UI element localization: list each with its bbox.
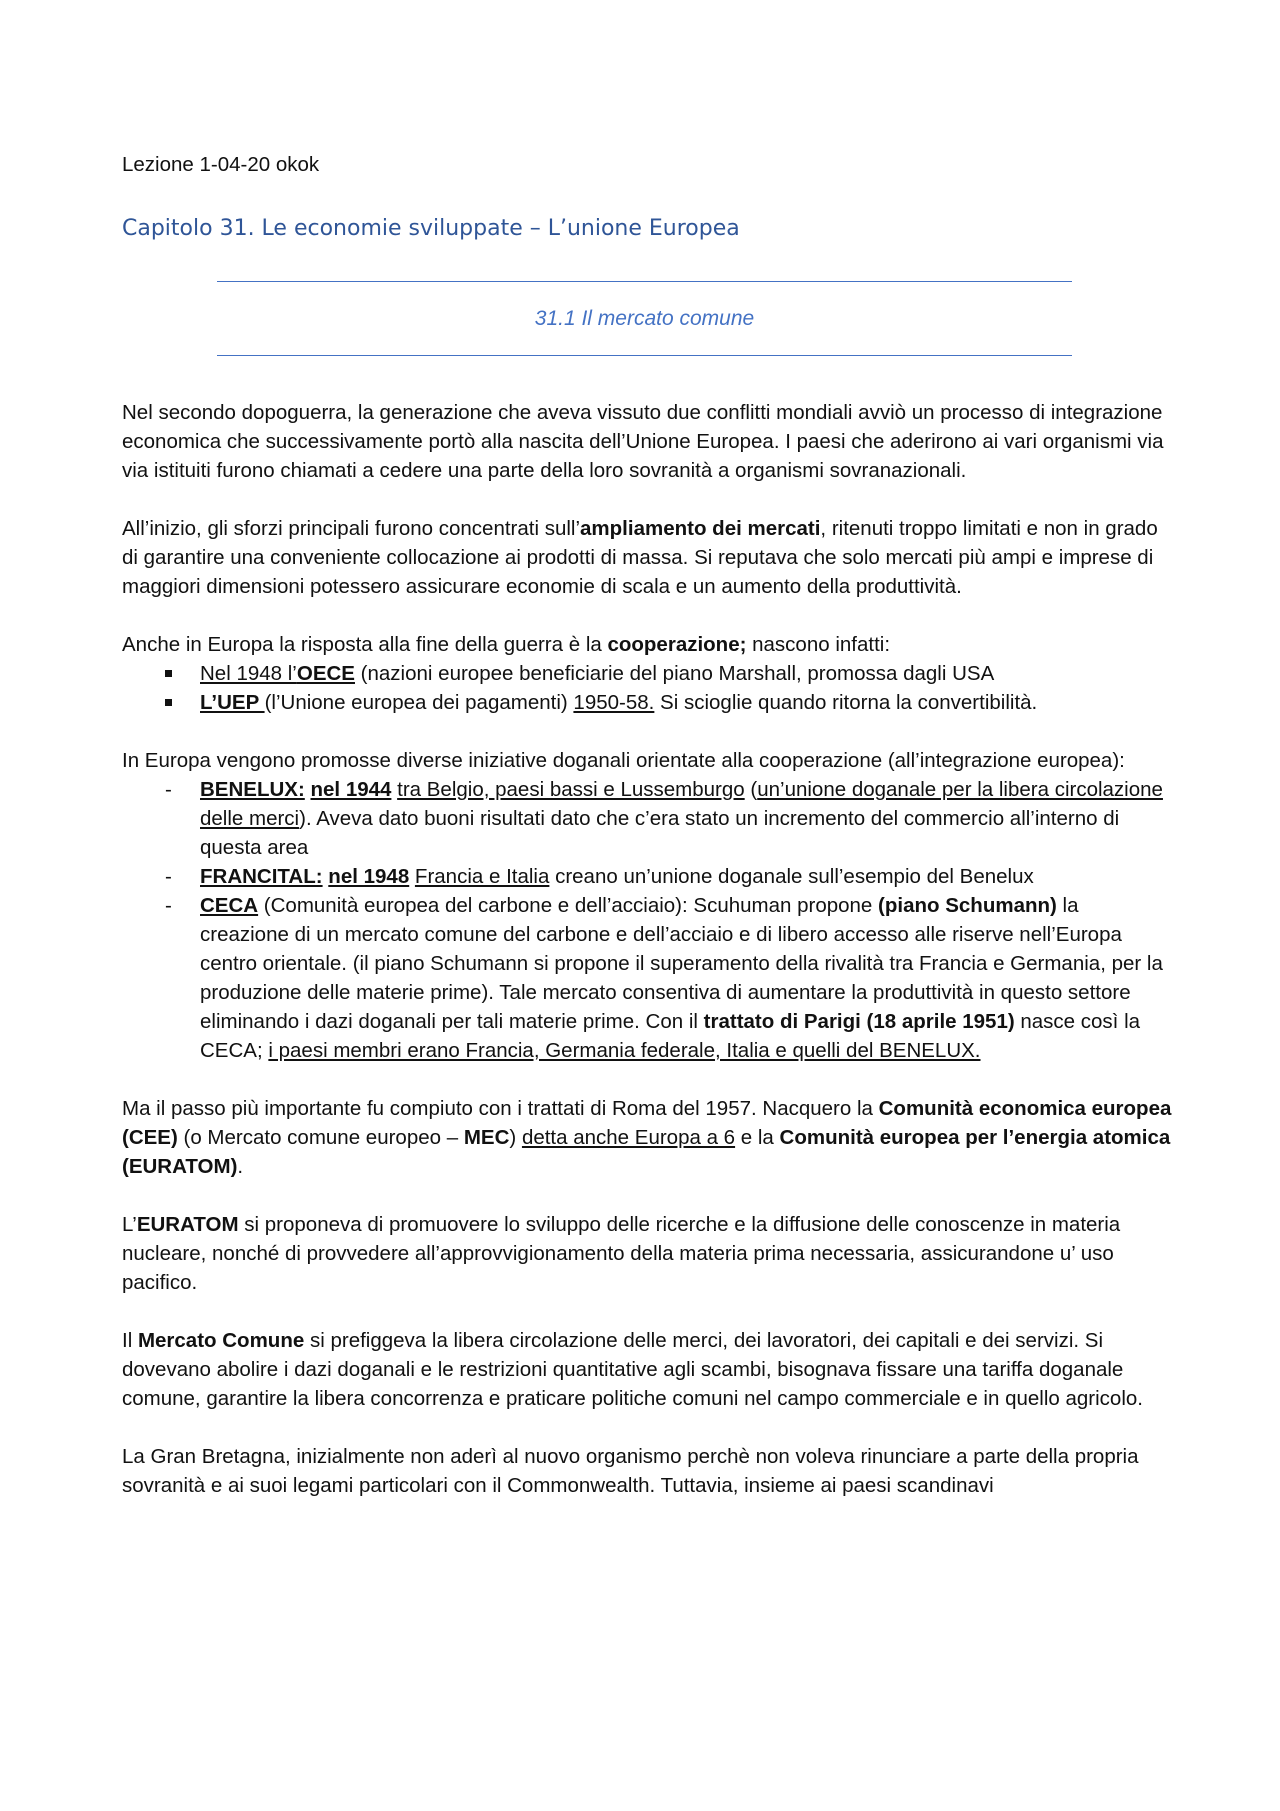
list-item-uep <box>122 688 1172 717</box>
text: (o Mercato comune europeo – <box>177 1126 464 1149</box>
list-item-ceca <box>122 891 1172 1065</box>
chapter-title: Capitolo 31. Le economie sviluppate – L’unione Europea <box>122 216 740 241</box>
text: ) <box>509 1126 522 1149</box>
bold-text: CECA <box>200 894 259 917</box>
underlined-text <box>200 865 323 888</box>
paragraph-euratom <box>122 1210 1172 1297</box>
bold-text: EURATOM <box>136 1213 239 1236</box>
paragraph-intro: Nel secondo dopoguerra, la generazione che aveva vissuto due conflitti mondiali avviò un processo di integrazione economica che successivamente portò alla nascita dell’Unione Europea. I paesi che aderirono ai vari organismi via via istituiti furono chiamati a cedere una parte della loro sovranità a organismi sovranazionali. <box>122 401 1164 482</box>
bold-text: Comunità economica europea (CEE) <box>122 1097 1172 1149</box>
bold-text: MEC <box>463 1126 510 1149</box>
underlined-text: un’unione doganale per la libera circolazione delle merci <box>200 778 1163 830</box>
paragraph-cooperation <box>122 630 1172 659</box>
section-subtitle-box <box>217 281 1072 356</box>
underlined-text <box>297 662 355 685</box>
bold-text: L’UEP <box>200 691 265 714</box>
text: (nazioni europee beneficiarie del piano Marshall, promossa dagli USA <box>354 662 995 685</box>
text: (l’Unione europea dei pagamenti) <box>264 691 574 714</box>
lesson-header: Lezione 1-04-20 okok <box>122 153 320 176</box>
text: Anche in Europa la risposta alla fine della guerra è la <box>122 633 608 656</box>
text: L’ <box>122 1213 137 1236</box>
bold-text: cooperazione; <box>607 633 747 656</box>
text: creano un’unione doganale sull’esempio del Benelux <box>549 865 1034 888</box>
underlined-text: 1950-58. <box>573 691 655 714</box>
text: nascono infatti: <box>746 633 891 656</box>
underlined-text: tra Belgio, paesi bassi e Lussemburgo <box>397 778 745 801</box>
text: Si scioglie quando ritorna la convertibilità. <box>654 691 1038 714</box>
text: e la <box>735 1126 780 1149</box>
bold-text: OECE <box>296 662 355 685</box>
text: Ma il passo più importante fu compiuto con i trattati di Roma del 1957. Nacquero la <box>122 1097 879 1120</box>
paragraph-treaties-of-rome <box>122 1094 1172 1181</box>
bold-text: (piano Schumann) <box>878 894 1057 917</box>
text: si proponeva di promuovere lo sviluppo delle ricerche e la diffusione delle conoscenze in materia nucleare, nonché di provvedere all’approvvigionamento della materia prima necessaria, assicurandone u’ uso pacifico. <box>122 1213 1121 1294</box>
list-item-benelux <box>122 775 1172 862</box>
underlined-text: i paesi membri erano Francia, Germania federale, Italia e quelli del BENELUX. <box>268 1039 981 1062</box>
text: ). Aveva dato buoni risultati dato che c’era stato un incremento del commercio all’interno di questa area <box>200 807 1120 859</box>
text: Il <box>122 1329 138 1352</box>
text: , ritenuti troppo limitati e non in grado di garantire una conveniente collocazione ai prodotti di massa. Si reputava che solo mercati più ampi e imprese di maggiori dimensioni potessero assicurare economie di scala e un aumento della produttività. <box>122 517 1158 598</box>
underlined-text <box>200 894 258 917</box>
customs-initiatives-list <box>122 775 1172 1065</box>
underlined-text <box>200 778 305 801</box>
paragraph-market-expansion <box>122 514 1172 601</box>
paragraph-customs-initiatives: In Europa vengono promosse diverse iniziative doganali orientate alla cooperazione (all’integrazione europea): <box>122 749 1125 772</box>
list-item-oece <box>122 659 1172 688</box>
bold-text: nel 1944 <box>310 778 392 801</box>
paragraph-great-britain: La Gran Bretagna, inizialmente non aderì al nuovo organismo perchè non voleva rinunciare a parte della propria sovranità e ai suoi legami particolari con il Commonwealth. Tuttavia, insieme ai paesi scandinavi <box>122 1445 1139 1497</box>
text: (Comunità europea del carbone e dell’acciaio): Scuhuman propone <box>258 894 879 917</box>
document-body <box>122 150 1172 1529</box>
bold-text: trattato di Parigi (18 aprile 1951) <box>703 1010 1015 1033</box>
text: nasce così la CECA; <box>200 1010 1141 1062</box>
list-item-francital <box>122 862 1172 891</box>
bold-text: Mercato Comune <box>137 1329 305 1352</box>
underlined-text <box>311 778 392 801</box>
bold-text: ampliamento dei mercati <box>580 517 821 540</box>
bold-text: nel 1948 <box>328 865 410 888</box>
bold-text: FRANCITAL: <box>200 865 323 888</box>
underlined-text <box>328 865 409 888</box>
underlined-text: Nel 1948 l’ <box>200 662 297 685</box>
bold-text: BENELUX: <box>200 778 305 801</box>
underlined-text: detta anche Europa a 6 <box>521 1126 736 1149</box>
text: All’inizio, gli sforzi principali furono concentrati sull’ <box>122 517 581 540</box>
text: si prefiggeva la libera circolazione delle merci, dei lavoratori, dei capitali e dei servizi. Si dovevano abolire i dazi doganali e le restrizioni quantitative agli scambi, bisognava fissare una tariffa doganale comune, garantire la libera concorrenza e praticare politiche comuni nel campo commerciale e in quello agricolo. <box>122 1329 1143 1410</box>
text: la creazione di un mercato comune del carbone e dell’acciaio e di libero accesso alle riserve nell’Europa centro orientale. (il piano Schumann si propone il superamento della rivalità tra Francia e Germania, per la produzione delle materie prime). Tale mercato consentiva di aumentare la produttività in questo settore eliminando i dazi doganali per tali materie prime. Con il <box>200 894 1163 1033</box>
bold-text: Comunità europea per l’energia atomica (EURATOM) <box>122 1126 1171 1178</box>
cooperation-list <box>122 659 1172 717</box>
underlined-text: Francia e Italia <box>414 865 550 888</box>
section-subtitle: 31.1 Il mercato comune <box>534 307 755 330</box>
text: ( <box>744 778 758 801</box>
text: . <box>237 1155 244 1178</box>
underlined-text <box>200 691 265 714</box>
paragraph-common-market <box>122 1326 1172 1413</box>
